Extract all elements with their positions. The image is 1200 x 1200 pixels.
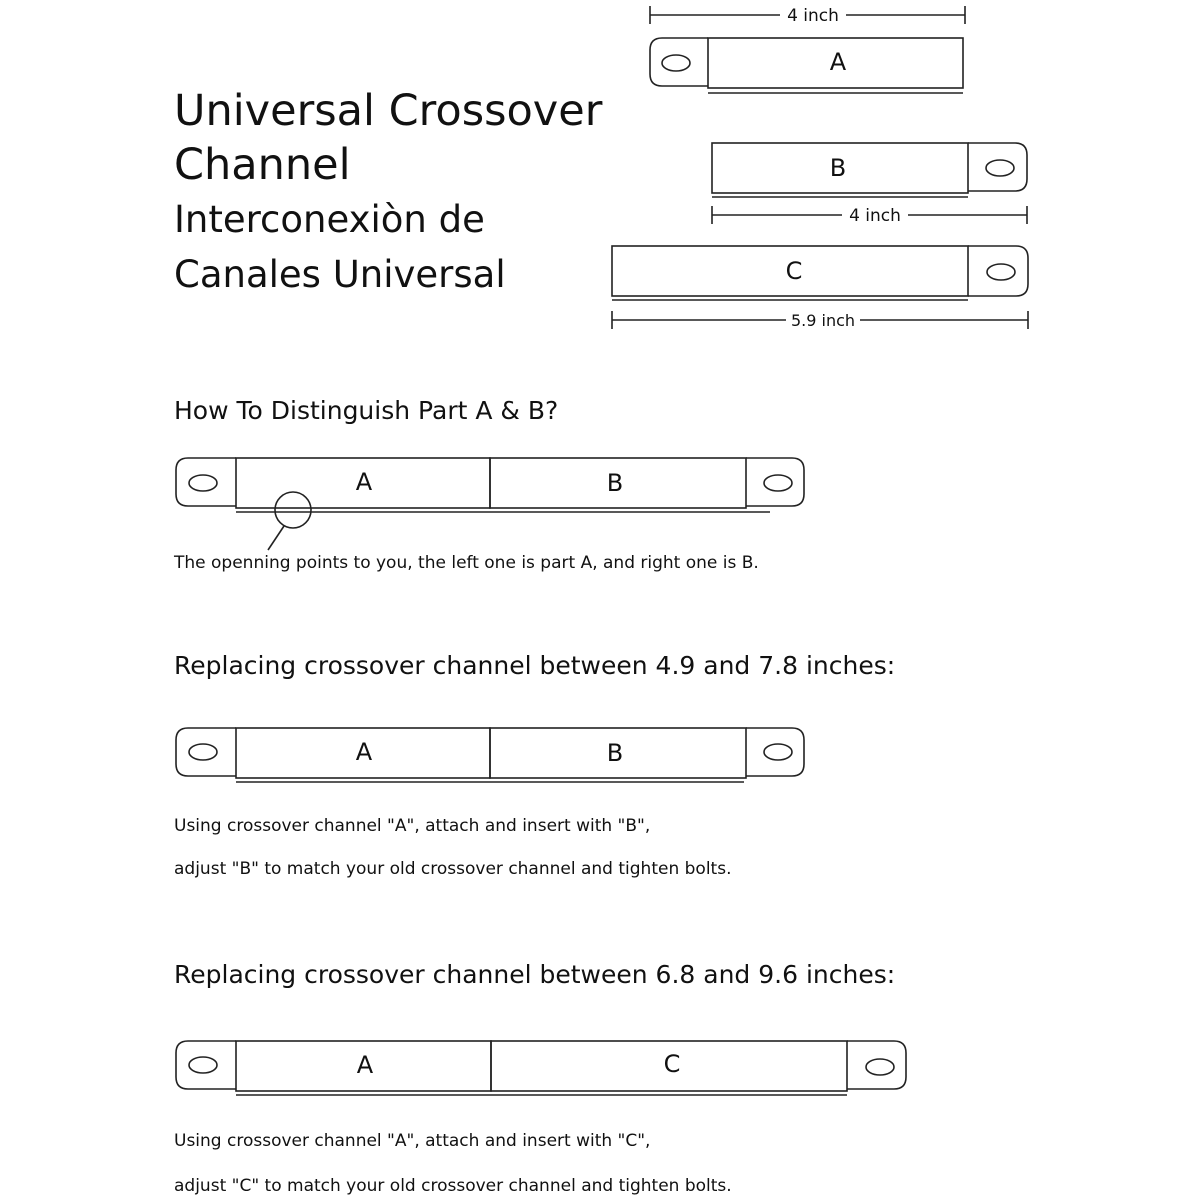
assembly-1-letter-b: B (606, 469, 624, 497)
opening-callout-circle (275, 492, 311, 528)
part-c-letter: C (785, 257, 803, 285)
title-line-3: Interconexiòn de (174, 198, 485, 241)
assembly-1-left-bolt-hole-icon (189, 475, 217, 491)
part-a-tab (650, 38, 708, 86)
assembly-3-letter-a: A (356, 1051, 374, 1079)
part-b-letter: B (829, 154, 847, 182)
section-2-note-1: Using crossover channel "A", attach and insert with "B", (174, 816, 651, 836)
part-b-bolt-hole-icon (986, 160, 1014, 176)
assembly-1-letter-a: A (355, 468, 373, 496)
part-c-dimension-label: 5.9 inch (790, 311, 856, 330)
assembly-3-letter-c: C (663, 1050, 681, 1078)
section-3-heading: Replacing crossover channel between 6.8 and 9.6 inches: (174, 960, 896, 989)
assembly-3-right-bolt-hole-icon (866, 1059, 894, 1075)
section-2-heading: Replacing crossover channel between 4.9 and 7.8 inches: (174, 651, 896, 680)
part-b-dimension-label: 4 inch (849, 206, 901, 226)
section-1-note: The openning points to you, the left one is part A, and right one is B. (174, 553, 759, 573)
part-a-dimension-label: 4 inch (787, 6, 839, 26)
opening-callout-pointer (268, 526, 284, 550)
part-c-bolt-hole-icon (987, 264, 1015, 280)
title-line-4: Canales Universal (174, 253, 506, 296)
section-3-note-1: Using crossover channel "A", attach and insert with "C", (174, 1131, 651, 1151)
assembly-3-left-bolt-hole-icon (189, 1057, 217, 1073)
assembly-1-right-bolt-hole-icon (764, 475, 792, 491)
part-c-tab (968, 246, 1028, 296)
part-b-tab (968, 143, 1027, 191)
assembly-2-left-bolt-hole-icon (189, 744, 217, 760)
assembly-1 (176, 458, 804, 550)
part-a-letter: A (829, 48, 847, 76)
section-3-note-2: adjust "C" to match your old crossover channel and tighten bolts. (174, 1176, 732, 1196)
title-line-1: Universal Crossover (174, 86, 603, 136)
section-2-note-2: adjust "B" to match your old crossover channel and tighten bolts. (174, 859, 732, 879)
title-line-2: Channel (174, 140, 351, 190)
part-a-bolt-hole-icon (662, 55, 690, 71)
assembly-2 (176, 728, 804, 782)
assembly-2-letter-b: B (606, 739, 624, 767)
section-1-heading: How To Distinguish Part A & B? (174, 396, 559, 425)
assembly-3 (176, 1041, 906, 1095)
assembly-2-right-bolt-hole-icon (764, 744, 792, 760)
assembly-2-letter-a: A (355, 738, 373, 766)
